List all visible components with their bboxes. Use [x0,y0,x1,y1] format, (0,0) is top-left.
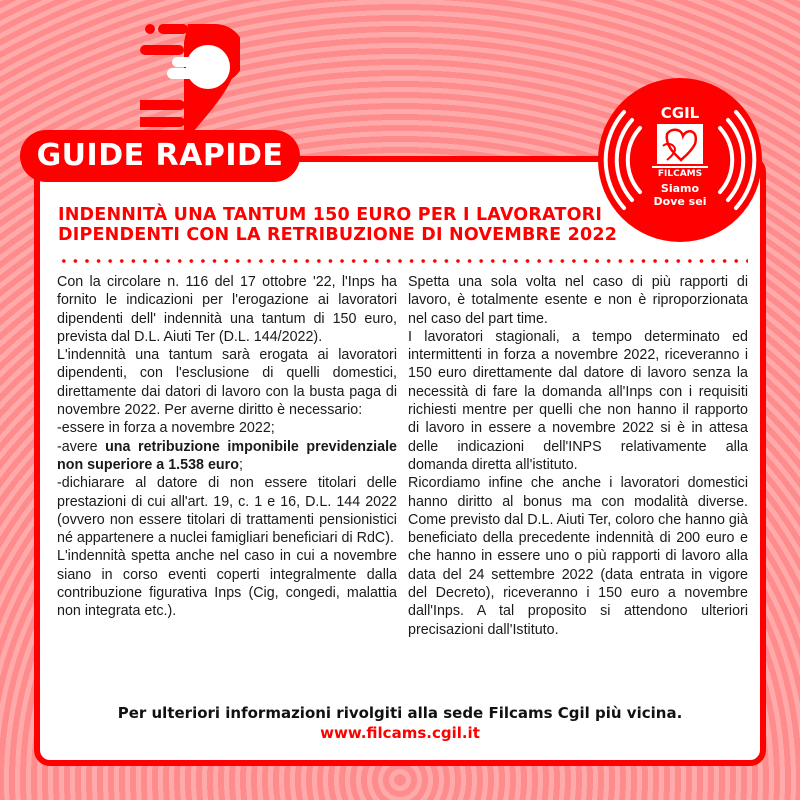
paragraph: Spetta una sola volta nel caso di più rapporti di lavoro, è totalmente esente e non è riproporzionata nel caso del part time. [408,274,748,327]
left-column [57,273,397,621]
paragraph: L'indennità spetta anche nel caso in cui a novembre siano in corso eventi coperti integralmente dalla contribuzione figurativa Inps (Cig, congedi, malattia non integrata etc.). [57,548,397,620]
filcams-label: FILCAMS [652,166,708,179]
cgil-label: CGIL [660,104,700,122]
requirement-item [57,438,397,475]
paragraph: Con la circolare n. 116 del 17 ottobre '22, l'Inps ha fornito le indicazioni per l'erogazione ai lavoratori dipendenti dell' indennità una tantum di 150 euro, prevista dal D.L. Aiuti Ter (D.L. 144/2022). [57,274,397,345]
paragraph: I lavoratori stagionali, a tempo determinato ed intermittenti in forza a novembre 2022, riceveranno i 150 euro direttamente dal datore di lavoro senza la necessità di fare la domanda all'Inps con i requisiti richiesti mentre per quelli che non hanno il rapporto di lavoro in essere a novembre 2022 si è in attesa delle indicazioni dell'INPS relativamente alla domanda diretta all'istituto. [408,328,748,473]
requirement-item: -essere in forza a novembre 2022; [57,420,275,437]
paragraph: Ricordiamo infine che anche i lavoratori domestici hanno diritto al bonus ma con modalità diverse. Come previsto dal D.L. Aiuti Ter, coloro che hanno già beneficiato della precedente indennità di 200 euro e che hanno in essere uno o più rapporti di lavoro alla data del 24 settembre 2022 (data entrata in vigore del Decreto), riceveranno i 150 euro a novembre dall'Inps. A tal proposito si attendono ulteriori precisazioni dall'Istituto. [408,475,748,638]
location-pin-icon [140,12,240,142]
title-line-2: DIPENDENTI CON LA RETRIBUZIONE DI NOVEMBRE 2022 [58,225,618,245]
requirement-prefix: -avere [57,438,106,455]
dotted-divider [58,258,748,264]
requirement-suffix: ; [238,456,243,473]
requirement-item: -dichiarare al datore di non essere titolari delle prestazioni di cui all'art. 19, c. 1 e 16, D.L. 144 2022 (ovvero non essere titolari di trattamenti pensionistici né appartenere a nuclei famigliari beneficiari di RdC). [57,475,397,547]
right-column [408,273,748,639]
article-title [58,205,658,245]
slogan-line-1: Siamo [660,182,700,195]
slogan-line-2: Dove sei [653,195,707,208]
website-link[interactable]: www.filcams.cgil.it [320,724,480,742]
slogan [598,182,762,208]
footer-info: Per ulteriori informazioni rivolgiti alla sede Filcams Cgil più vicina. [117,704,683,722]
requirement-bold: una retribuzione imponibile previdenziale non superiore a 1.538 euro [57,438,398,473]
title-line-1: INDENNITÀ UNA TANTUM 150 EURO PER I LAVORATORI [58,205,603,225]
footer [40,703,760,743]
cgil-filcams-logo [598,78,762,242]
filcams-emblem-icon [657,124,703,164]
paragraph: L'indennità una tantum sarà erogata ai lavoratori dipendenti, con l'esclusione di quelli domestici, direttamente dai datori di lavoro con la busta paga di novembre 2022. Per averne diritto è necessario: [57,347,397,419]
guide-rapide-badge: GUIDE RAPIDE [20,130,300,182]
